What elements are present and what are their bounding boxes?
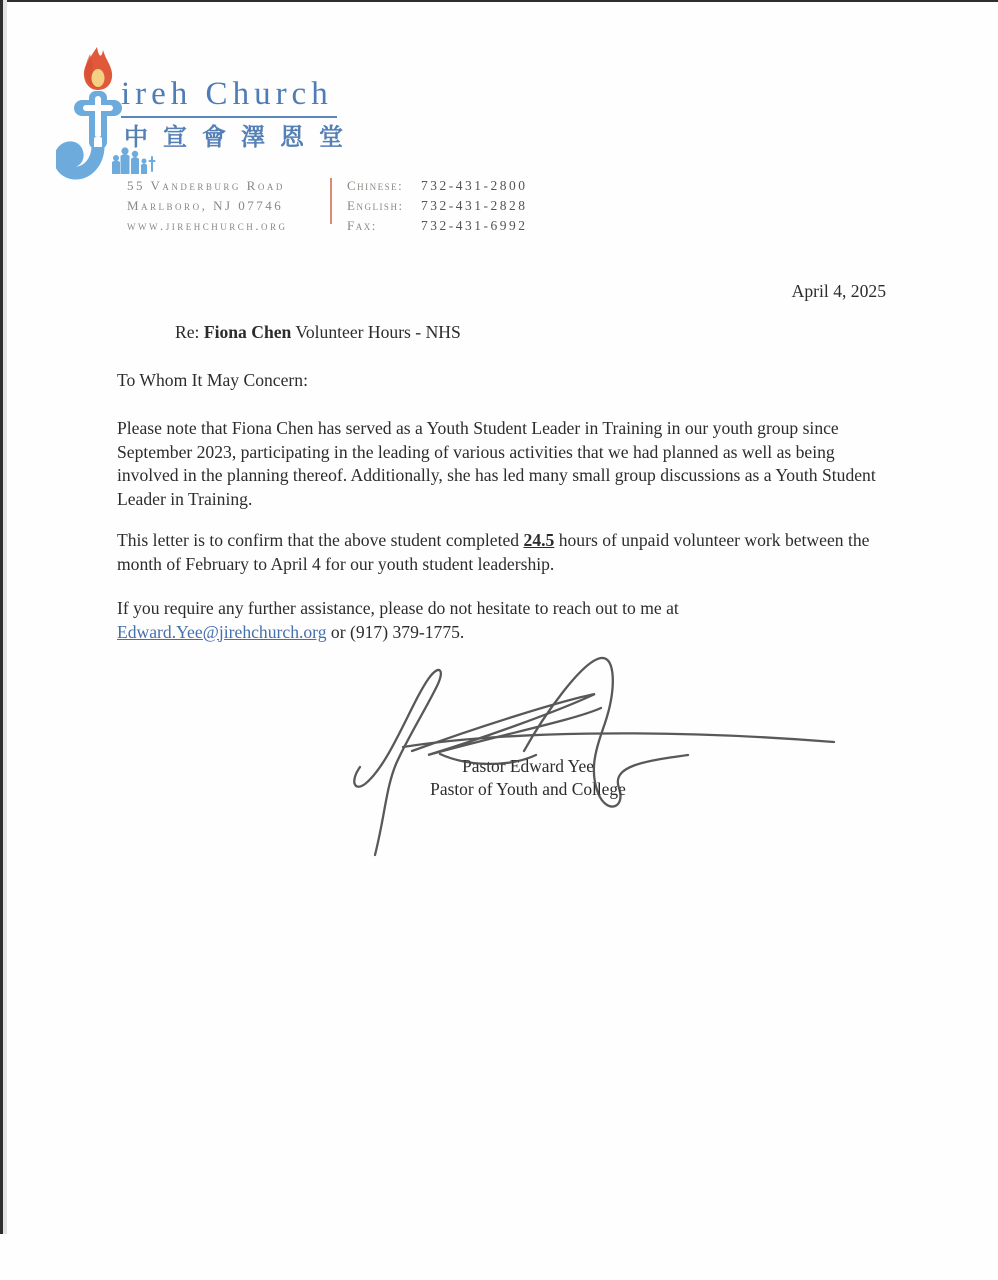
phone-row-fax <box>347 216 528 236</box>
phone-label: English: <box>347 198 404 213</box>
email-link[interactable]: Edward.Yee@jirehchurch.org <box>117 621 327 642</box>
address-line-1: 55 Vanderburg Road <box>127 178 285 193</box>
phone-number: 732-431-2800 <box>421 178 528 193</box>
phone-block <box>347 176 528 236</box>
student-name: Fiona Chen <box>203 322 292 342</box>
hours-text-before: This letter is to confirm that the above student completed <box>117 530 524 550</box>
signer-name: Pastor Edward Yee <box>462 756 594 776</box>
phone-label: Chinese: <box>347 178 404 193</box>
contact-text-after: or (917) 379-1775. <box>326 621 465 642</box>
paragraph-contact-info <box>117 597 889 644</box>
volunteer-hours-value: 24.5 <box>523 530 555 550</box>
re-prefix: Re: <box>175 322 204 342</box>
j-curl <box>60 143 98 173</box>
phone-label: Fax: <box>347 218 377 233</box>
scan-top-edge <box>0 0 998 2</box>
phone-number: 732-431-2828 <box>421 198 528 213</box>
re-suffix: Volunteer Hours - NHS <box>291 322 461 342</box>
phone-row-english <box>347 196 528 216</box>
hours-text-after: hours of unpaid volunteer work between the month of February to April 4 for our youth student leadership. <box>117 530 870 574</box>
website-text: www.jirehchurch.org <box>127 218 288 233</box>
address-block <box>127 176 288 236</box>
contact-text-before: If you require any further assistance, please do not hesitate to reach out to me at <box>117 598 679 618</box>
address-line-2: Marlboro, NJ 07746 <box>127 198 284 213</box>
signer-title: Pastor of Youth and College <box>430 779 626 799</box>
flame-icon <box>84 47 112 90</box>
phone-number: 732-431-6992 <box>421 218 528 233</box>
church-name-english: ireh Church <box>121 76 337 118</box>
phone-row-chinese <box>347 176 528 196</box>
letter-date: April 4, 2025 <box>791 281 886 301</box>
scan-left-shadow <box>3 0 7 1234</box>
salutation: To Whom It May Concern: <box>117 370 308 390</box>
paragraph-service-description: Please note that Fiona Chen has served as a Youth Student Leader in Training in our youth group since September 2023, participating in the leading of various activities that we had planned as well as being involved in the planning thereof. Additionally, she has led many small group discussions as a Youth Student Leader in Training. <box>117 418 876 509</box>
church-name-chinese: 中宣會澤恩堂 <box>124 125 358 151</box>
letterhead-divider <box>330 178 332 224</box>
re-subject-line <box>175 322 461 343</box>
paragraph-hours-confirmation <box>117 529 889 576</box>
signature-block <box>378 755 678 801</box>
